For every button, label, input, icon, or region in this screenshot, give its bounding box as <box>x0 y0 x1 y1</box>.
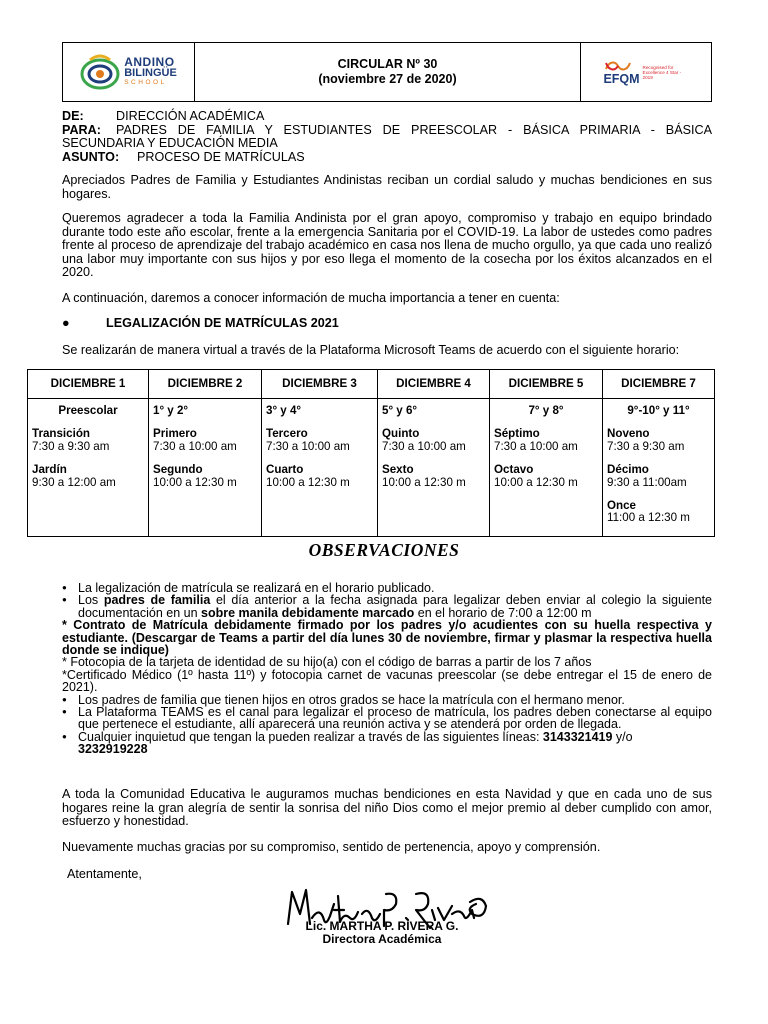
day-header: DICIEMBRE 3 <box>262 370 378 399</box>
school-emblem-icon <box>80 54 120 90</box>
grade-time: 7:30 a 10:00 am <box>266 439 350 453</box>
circular-title-cell <box>195 43 581 101</box>
school-logo-cell <box>63 43 195 101</box>
obs-item-5-text: y/o <box>612 729 633 744</box>
grade-name: Noveno <box>607 427 650 441</box>
grade-name: Transición <box>32 427 90 441</box>
day-header: DICIEMBRE 1 <box>28 370 149 399</box>
grade-time: 11:00 a 12:30 m <box>607 511 690 525</box>
farewell: Atentamente, <box>67 867 142 881</box>
section-heading-text: LEGALIZACIÓN DE MATRÍCULAS 2021 <box>106 316 339 330</box>
grade-time: 7:30 a 10:00 am <box>153 439 237 453</box>
signatory-role: Directora Académica <box>322 931 442 946</box>
grade-time: 9:30 a 12:00 am <box>32 475 116 489</box>
grade-slot <box>382 428 485 453</box>
intro-paragraph-3: A continuación, daremos a conocer información de mucha importancia a tener en cuenta: <box>62 291 560 305</box>
grade-name: Primero <box>153 427 197 441</box>
grade-group: 1° y 2° <box>153 404 189 417</box>
grade-time: 10:00 a 12:30 m <box>153 475 237 489</box>
obs-item-2-text: en el horario de 7:00 a 12:00 m <box>414 605 592 620</box>
schedule-header-row <box>28 370 715 399</box>
efqm-subtitle: Recognised for Excellence 4 Star - 2019 <box>642 64 682 80</box>
grade-group: 9°-10° y 11° <box>627 404 690 417</box>
grade-name: Quinto <box>382 427 420 441</box>
para-label: PARA: <box>62 122 101 137</box>
schedule-cell <box>378 399 490 537</box>
para-value: PADRES DE FAMILIA Y ESTUDIANTES DE PREESCOLAR - BÁSICA PRIMARIA - BÁSICA SECUNDARIA Y EDUCACIÓN MEDIA <box>62 122 712 151</box>
logo-line-3: SCHOOL <box>124 79 167 86</box>
grade-slot <box>607 500 710 525</box>
list-item <box>62 706 712 731</box>
grade-group: 3° y 4° <box>266 404 302 417</box>
document-header <box>62 42 712 102</box>
list-item <box>62 731 712 756</box>
efqm-logo <box>603 59 688 85</box>
obs-item-2-bold: sobre manila debidamente marcado <box>201 605 415 620</box>
grade-time: 7:30 a 10:00 am <box>494 439 578 453</box>
obs-item-1: La legalización de matrícula se realizará en el horario publicado. <box>78 581 435 595</box>
grade-slot <box>494 428 598 453</box>
observaciones-list <box>62 582 712 756</box>
obs-item-2-text: Los <box>78 593 104 608</box>
schedule-cell <box>603 399 715 537</box>
asunto-label: ASUNTO: <box>62 149 120 164</box>
grade-time: 9:30 a 11:00am <box>607 475 687 489</box>
grade-group: 7° y 8° <box>528 404 564 417</box>
grade-slot <box>153 428 257 453</box>
schedule-table <box>27 369 715 537</box>
day-header: DICIEMBRE 2 <box>149 370 262 399</box>
grade-name: Décimo <box>607 463 649 477</box>
grade-name: Sexto <box>382 463 414 477</box>
schedule-cell <box>262 399 378 537</box>
intro-paragraph-2: Queremos agradecer a toda la Familia Andinista por el gran apoyo, compromiso y trabajo en equipo brindado durante todo este año escolar, frente a la emergencia Sanitaria por el COVID-19. La labor de ustedes como padres frente al proceso de aprendizaje del trabajo académico en casa nos llena de mucho orgullo, ya que cada uno realizó una labor muy importante con sus hijos y por eso llega el momento de la cosecha por los éxitos alcanzados en el 2020. <box>62 211 712 280</box>
phone-number: 3232919228 <box>78 742 148 757</box>
circular-title: CIRCULAR Nº 30 <box>337 57 438 71</box>
schedule-cell <box>28 399 149 537</box>
logo-line-1: ANDINO <box>124 55 175 69</box>
schedule-cell <box>490 399 603 537</box>
obs-item-2-bold: padres de familia <box>103 593 211 608</box>
de-label: DE: <box>62 109 84 123</box>
signatory <box>282 920 482 945</box>
grade-slot <box>382 464 485 489</box>
fotocopia-note: * Fotocopia de la tarjeta de identidad de su hijo(a) con el código de barras a partir de los 7 años <box>62 655 592 670</box>
grade-name: Segundo <box>153 463 203 477</box>
phone-number: 3143321419 <box>542 729 613 744</box>
schedule-cell <box>149 399 262 537</box>
grade-time: 7:30 a 9:30 am <box>32 439 110 453</box>
grade-slot <box>607 464 710 489</box>
section-text: Se realizarán de manera virtual a través de la Plataforma Microsoft Teams de acuerdo con el siguiente horario: <box>62 343 680 357</box>
section-heading <box>62 317 339 331</box>
obs-item-5-text: Cualquier inquietud que tengan la pueden realizar a través de las siguientes líneas: <box>78 729 543 744</box>
logo-line-2: BILINGÜE <box>124 67 177 79</box>
observaciones-title: OBSERVACIONES <box>308 540 460 560</box>
day-header: DICIEMBRE 5 <box>490 370 603 399</box>
grade-slot <box>266 464 373 489</box>
efqm-logo-cell <box>581 43 711 101</box>
asunto-value: PROCESO DE MATRÍCULAS <box>137 149 305 164</box>
grade-slot <box>494 464 598 489</box>
grade-time: 10:00 a 12:30 m <box>382 475 466 489</box>
grade-time: 10:00 a 12:30 m <box>266 475 350 489</box>
de-value: DIRECCIÓN ACADÉMICA <box>116 109 265 123</box>
grade-slot <box>266 428 373 453</box>
grade-time: 10:00 a 12:30 m <box>494 475 578 489</box>
grade-time: 7:30 a 9:30 am <box>607 439 685 453</box>
efqm-loop-icon <box>603 59 633 73</box>
day-header: DICIEMBRE 4 <box>378 370 490 399</box>
grade-slot <box>32 464 144 489</box>
memo-meta <box>62 110 712 164</box>
circular-date: (noviembre 27 de 2020) <box>318 72 457 86</box>
grade-name: Séptimo <box>494 427 540 441</box>
grade-name: Jardín <box>32 463 67 477</box>
grade-name: Cuarto <box>266 463 304 477</box>
grade-slot <box>153 464 257 489</box>
obs-item-2-text: el día anterior a la fecha asignada para legalizar deben enviar al colegio la siguiente documentación en un <box>78 593 713 620</box>
closing-paragraph-1: A toda la Comunidad Educativa le auguramos muchas bendiciones en esta Navidad y que en cada uno de sus hogares reine la gran alegría de sentir la sonrisa del niño Dios como el mejor premio al deber cumplido con amor, esfuerzo y honestidad. <box>62 787 712 829</box>
grade-name: Octavo <box>494 463 534 477</box>
grade-group: 5° y 6° <box>382 404 418 417</box>
grade-group: Preescolar <box>58 404 118 417</box>
intro-paragraph-1: Apreciados Padres de Familia y Estudiantes Andinistas reciban un cordial saludo y muchas bendiciones en sus hogares. <box>62 173 712 201</box>
grade-name: Tercero <box>266 427 308 441</box>
closing-paragraph-2: Nuevamente muchas gracias por su compromiso, sentido de pertenencia, apoyo y comprensión. <box>62 840 601 854</box>
grade-slot <box>607 428 710 453</box>
bullet-dot: ● <box>62 316 70 330</box>
grade-name: Once <box>607 499 636 513</box>
obs-item-3: Los padres de familia que tienen hijos en otros grados se hace la matrícula con el hermano menor. <box>78 692 625 707</box>
signatory-name: Lic. MARTHA P. RIVERA G. <box>305 919 459 933</box>
school-logo <box>80 54 177 90</box>
contrato-note: * Contrato de Matrícula debidamente firmado por los padres y/o acudientes con su huella respectiva y estudiante. (Descargar de Teams a partir del día lunes 30 de noviembre, firmar y plasmar la respectiva huella donde se indique) <box>62 618 712 658</box>
grade-time: 7:30 a 10:00 am <box>382 439 466 453</box>
certificado-note: *Certificado Médico (1º hasta 11º) y fotocopia carnet de vacunas preescolar (se debe entregar el 15 de enero de 2021). <box>62 667 712 695</box>
obs-item-4: La Plataforma TEAMS es el canal para legalizar el proceso de matrícula, los padres deben conectarse al equipo que pertenece el estudiante, allí aparecerá una reunión activa y se atenderá por orden de llegada. <box>78 705 712 732</box>
efqm-word: EFQM <box>603 72 640 86</box>
list-item <box>62 594 712 619</box>
grade-slot <box>32 428 144 453</box>
schedule-body-row <box>28 399 715 537</box>
day-header: DICIEMBRE 7 <box>603 370 715 399</box>
